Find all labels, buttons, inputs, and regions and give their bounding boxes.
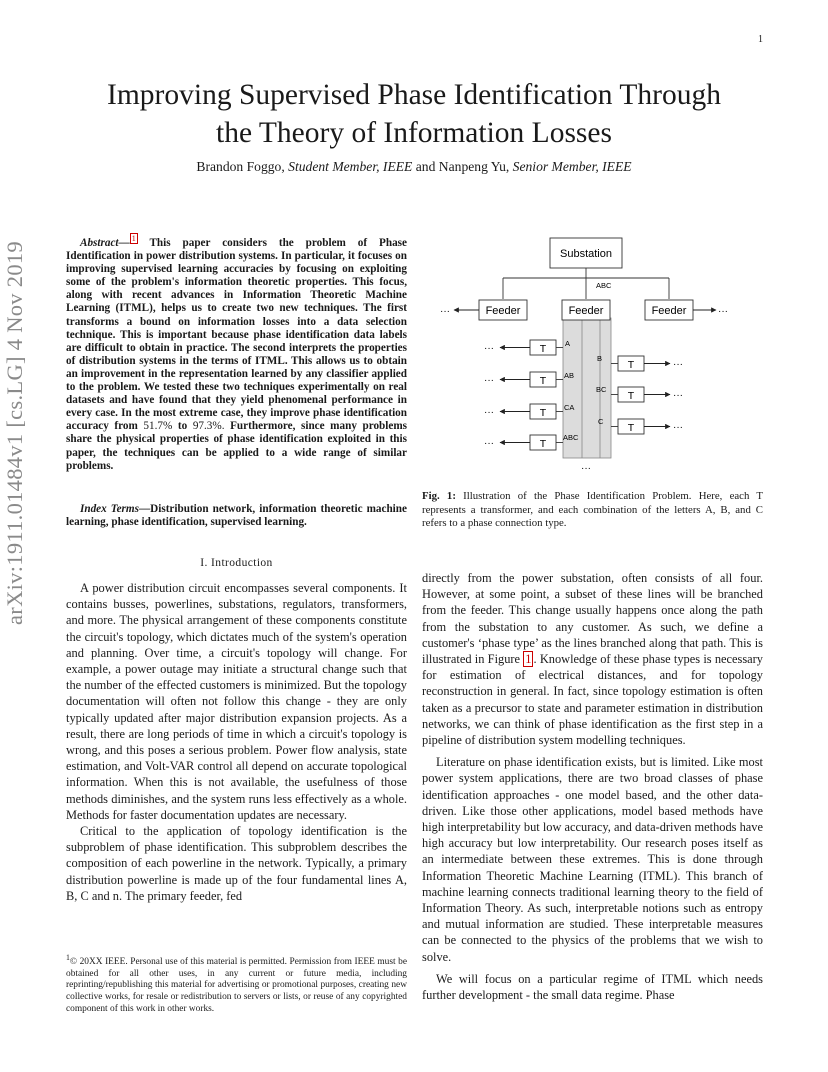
phase-label-ca: CA — [564, 403, 575, 412]
abc-label: ABC — [596, 281, 612, 290]
abstract-dash: — — [118, 237, 130, 249]
right-column-body — [422, 570, 763, 1003]
svg-text:T: T — [539, 343, 547, 355]
phase-identification-figure — [436, 233, 766, 483]
paragraph-text: directly from the power substation, often consists of all four. However, at some point, a subset of these lines will be branched from the feeder. This change usually happens once along the path from the substation to any customer. As such, we define a customer's ‘phase type’ as the lines branched along that path. This is illustrated in Figure — [422, 571, 763, 667]
author-2-role: Senior Member, IEEE — [512, 159, 632, 174]
abstract-text-2: Furthermore, since many problems share the physical properties of phase identification exploited in this paper, the techniques can be applied to a wide range of similar problems. — [66, 420, 408, 472]
transformer-a — [484, 340, 563, 355]
phase-label-b: B — [597, 354, 603, 363]
phase-label-abc: ABC — [563, 433, 579, 442]
author-2: and Nanpeng Yu, — [415, 159, 510, 174]
svg-text:···: ··· — [673, 359, 683, 370]
svg-text:T: T — [627, 390, 635, 402]
transformer-bc — [611, 387, 683, 402]
feeder-right-label: Feeder — [651, 305, 687, 317]
paper-title — [40, 76, 788, 152]
transformer-abc — [484, 435, 563, 450]
transformer-ab — [484, 372, 563, 387]
dots-bottom: ··· — [581, 463, 591, 474]
svg-text:···: ··· — [484, 375, 494, 386]
svg-text:···: ··· — [484, 438, 494, 449]
left-column-body — [66, 580, 407, 904]
author-1-role: Student Member, IEEE — [288, 159, 413, 174]
figure-caption — [422, 490, 763, 531]
paragraph — [422, 570, 763, 748]
paragraph-text: . Knowledge of these phase types is necessary for estimation of electrical distances, and for topology reconstruction in general. In fact, since topology estimation is often taken as a precursor to state and parameter estimation in distribution networks, we can think of phase identification as the first step in a pipeline of distribution system modelling techniques. — [422, 652, 763, 748]
substation-label: Substation — [560, 248, 612, 260]
abstract-label: Abstract — [80, 237, 119, 249]
transformer-c — [611, 419, 683, 434]
phase-label-ab: AB — [564, 371, 575, 380]
author-1: Brandon Foggo, — [196, 159, 285, 174]
svg-text:···: ··· — [484, 343, 494, 354]
svg-text:T: T — [539, 407, 547, 419]
svg-text:···: ··· — [484, 407, 494, 418]
abstract — [66, 234, 408, 473]
paragraph: A power distribution circuit encompasses several components. It contains busses, powerlines, substations, regulators, transformers, and more. The physical arrangement of these components constitute the circuit's topology, which dictates much of the system's operation and planning. Over time, a circuit's topology will change. For example, a power outage may initiate a structural change such that the number of the effected customers is minimized. But the topology documentation will often not follow this change - they are only typically updated after major distribution expansion projects. As a result, there are long periods of time in which a circuit's topology is wrong, and this poses a serious problem. Power flow analysis, state estimation, and Volt-VAR control all depend on accurate topological information. When this is not available, the usefulness of those methods diminishes, and the system runs less effectively as a whole. Methods for faster documentation updates are necessary. — [66, 581, 407, 822]
accuracy-after: 97.3%. — [192, 420, 225, 433]
arxiv-id: arXiv:1911.01484v1 [cs.LG] 4 Nov 2019 — [2, 241, 27, 625]
author-line — [40, 159, 788, 175]
svg-text:T: T — [539, 375, 547, 387]
feeder-center-label: Feeder — [568, 305, 604, 317]
figure-link[interactable]: 1 — [525, 652, 532, 667]
index-terms-label: Index Terms — [80, 503, 139, 515]
figure-caption-label: Fig. 1: — [422, 490, 456, 502]
svg-text:···: ··· — [673, 422, 683, 433]
svg-text:···: ··· — [673, 390, 683, 401]
phase-label-bc: BC — [596, 385, 607, 394]
dots-right: ··· — [718, 306, 728, 317]
svg-text:T: T — [539, 438, 547, 450]
abstract-text: This paper considers the problem of Phase Identification in power distribution systems. In particular, it focuses on improving supervised learning accuracies by focusing on exploiting some of the problem's information theoretic properties. This focus, along with recent advances in Information Theoretic Machine Learning (ITML), helps us to create two new techniques. The first transforms a bound on information losses into a data selection technique. This is important because phase identification data labels are difficult to obtain in practice. The second interprets the properties of distribution systems in the terms of ITML. This allows us to obtain an improvement in the representation learned by any classifier applied to the problem. We tested these two techniques experimentally on real datasets and have found that they yield phenomenal performance in every case. In the most extreme case, they improve phase identification accuracy from — [66, 237, 407, 433]
section-heading: I. Introduction — [200, 557, 273, 569]
phase-label-c: C — [598, 417, 604, 426]
title-line-2: the Theory of Information Losses — [216, 117, 612, 149]
footnote — [66, 952, 407, 1015]
dots-left: ··· — [440, 306, 450, 317]
svg-text:T: T — [627, 422, 635, 434]
footnote-marker: 1 — [66, 953, 70, 962]
accuracy-before: 51.7% — [143, 420, 173, 433]
index-terms — [66, 503, 407, 529]
feeder-left-label: Feeder — [485, 305, 521, 317]
page-number: 1 — [758, 34, 763, 45]
paragraph: Critical to the application of topology identification is the subproblem of phase identification. This subproblem describes the composition of each powerline in the network. Typically, a primary distribution powerline is made up of the four fundamental lines A, B, C and n. The primary feeder, fed — [66, 824, 407, 903]
footnote-text: © 20XX IEEE. Personal use of this material is permitted. Permission from IEEE must be obtained for all other uses, in any current or future media, including reprinting/republishing this material for advertising or promotional purposes, creating new collective works, for resale or redistribution to servers or lists, or reuse of any copyrighted component of this work in other works. — [66, 957, 407, 1014]
index-terms-text: —Distribution network, information theoretic machine learning, phase identification, supervised learning. — [66, 503, 407, 529]
transformer-b — [611, 356, 683, 371]
abstract-to: to — [177, 420, 188, 433]
paragraph: We will focus on a particular regime of ITML which needs further development - the small data regime. Phase — [422, 971, 763, 1003]
title-line-1: Improving Supervised Phase Identification Through — [107, 79, 721, 111]
figure-caption-text: Illustration of the Phase Identification Problem. Here, each T represents a transformer, and each combination of the letters A, B, and C refers to a phase connection type. — [422, 490, 763, 530]
paragraph: Literature on phase identification exists, but is limited. Like most power system applications, there are two broad classes of phase identification approaches - one model based, and the other data-driven. Like those other applications, model based methods have high interpretability but low accuracy, and data-driven methods have high accuracy but low interpretability. Our research poses itself as an intermediate between these extremes. This is done through Information Theoretic Machine Learning (ITML). This branch of machine learning connects traditional learning theory to the field of Information Theory. As such, interpretable notions such as entropy and mutual information are studied. These interpretable measures can be connected to the physics of the problems that we wish to solve. — [422, 755, 763, 964]
phase-label-a: A — [565, 339, 571, 348]
transformer-ca — [484, 404, 563, 419]
footnote-link[interactable]: 1 — [131, 234, 136, 244]
svg-text:T: T — [627, 359, 635, 371]
